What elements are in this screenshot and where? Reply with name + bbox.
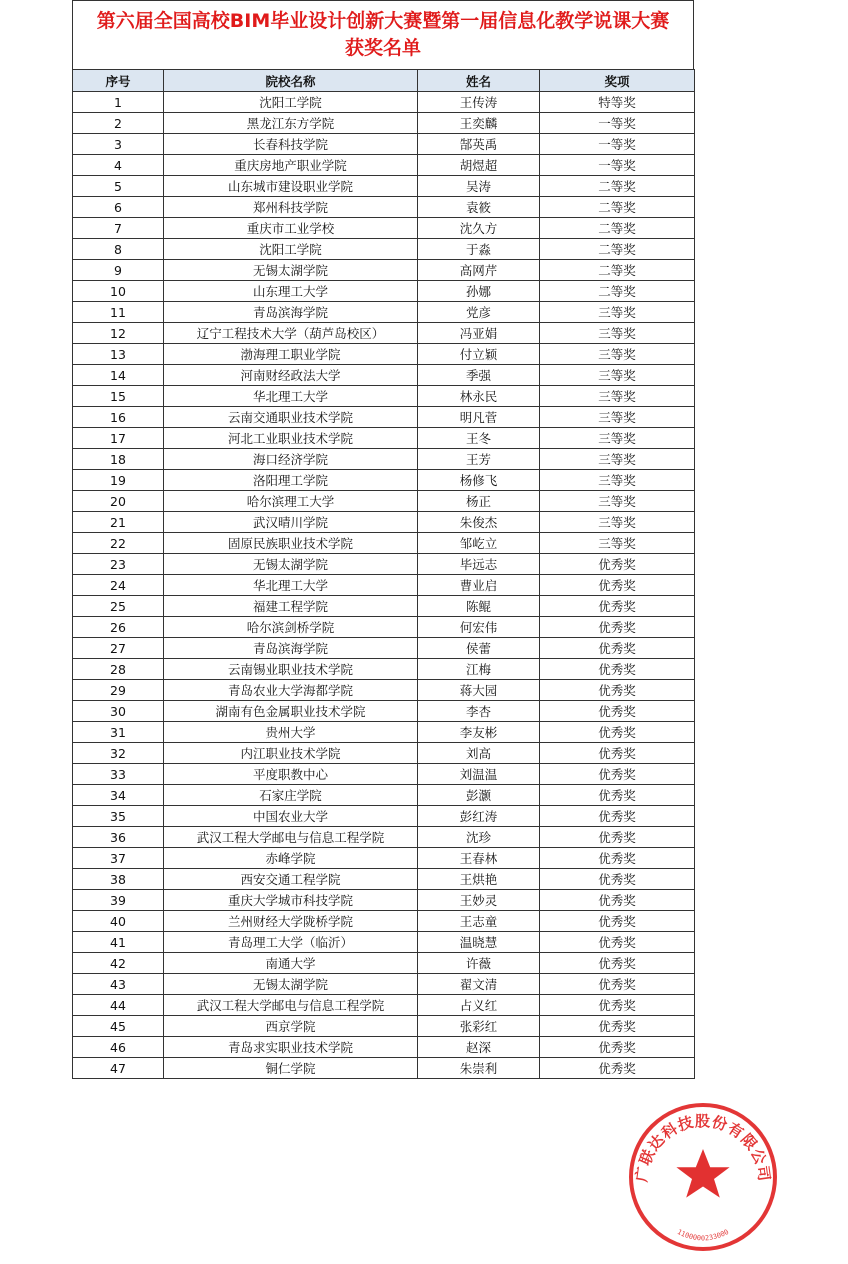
- cell-index: 13: [73, 344, 164, 365]
- cell-index: 20: [73, 491, 164, 512]
- cell-award: 一等奖: [540, 155, 695, 176]
- cell-index: 16: [73, 407, 164, 428]
- cell-school: 沈阳工学院: [164, 92, 418, 113]
- cell-name: 赵深: [418, 1037, 540, 1058]
- svg-text:1100000233000: [676, 1228, 730, 1242]
- cell-index: 3: [73, 134, 164, 155]
- cell-name: 王冬: [418, 428, 540, 449]
- cell-index: 42: [73, 953, 164, 974]
- cell-index: 31: [73, 722, 164, 743]
- cell-school: 哈尔滨剑桥学院: [164, 617, 418, 638]
- cell-index: 7: [73, 218, 164, 239]
- cell-name: 许薇: [418, 953, 540, 974]
- cell-award: 优秀奖: [540, 974, 695, 995]
- cell-index: 21: [73, 512, 164, 533]
- cell-index: 47: [73, 1058, 164, 1079]
- cell-school: 石家庄学院: [164, 785, 418, 806]
- cell-index: 15: [73, 386, 164, 407]
- cell-school: 无锡太湖学院: [164, 554, 418, 575]
- table-row: [73, 890, 695, 911]
- cell-index: 40: [73, 911, 164, 932]
- table-row: [73, 701, 695, 722]
- cell-name: 杨修飞: [418, 470, 540, 491]
- cell-index: 39: [73, 890, 164, 911]
- cell-index: 44: [73, 995, 164, 1016]
- cell-award: 优秀奖: [540, 806, 695, 827]
- cell-school: 华北理工大学: [164, 386, 418, 407]
- cell-index: 1: [73, 92, 164, 113]
- table-row: [73, 806, 695, 827]
- cell-index: 30: [73, 701, 164, 722]
- table-row: [73, 617, 695, 638]
- header-award: 奖项: [540, 70, 695, 92]
- header-index: 序号: [73, 70, 164, 92]
- table-row: [73, 386, 695, 407]
- cell-school: 重庆大学城市科技学院: [164, 890, 418, 911]
- cell-name: 胡煜超: [418, 155, 540, 176]
- cell-name: 刘温温: [418, 764, 540, 785]
- cell-index: 29: [73, 680, 164, 701]
- cell-award: 优秀奖: [540, 1016, 695, 1037]
- cell-school: 武汉晴川学院: [164, 512, 418, 533]
- award-sheet: [72, 0, 694, 1079]
- cell-school: 辽宁工程技术大学（葫芦岛校区）: [164, 323, 418, 344]
- seal-text: 广联达科技股份有限公司: [632, 1112, 774, 1184]
- table-row: [73, 281, 695, 302]
- cell-name: 孙娜: [418, 281, 540, 302]
- cell-award: 优秀奖: [540, 659, 695, 680]
- cell-index: 26: [73, 617, 164, 638]
- table-row: [73, 344, 695, 365]
- cell-school: 赤峰学院: [164, 848, 418, 869]
- cell-award: 优秀奖: [540, 890, 695, 911]
- cell-award: 优秀奖: [540, 554, 695, 575]
- cell-index: 34: [73, 785, 164, 806]
- cell-name: 彭红涛: [418, 806, 540, 827]
- table-row: [73, 302, 695, 323]
- table-row: [73, 92, 695, 113]
- cell-index: 2: [73, 113, 164, 134]
- cell-name: 占义红: [418, 995, 540, 1016]
- cell-school: 渤海理工职业学院: [164, 344, 418, 365]
- table-row: [73, 428, 695, 449]
- cell-school: 中国农业大学: [164, 806, 418, 827]
- title-line-1: 第六届全国高校BIM毕业设计创新大赛暨第一届信息化教学说课大赛: [96, 10, 670, 32]
- cell-school: 青岛滨海学院: [164, 302, 418, 323]
- table-row: [73, 575, 695, 596]
- cell-name: 郜英禹: [418, 134, 540, 155]
- cell-award: 三等奖: [540, 344, 695, 365]
- cell-index: 8: [73, 239, 164, 260]
- cell-award: 优秀奖: [540, 932, 695, 953]
- cell-school: 内江职业技术学院: [164, 743, 418, 764]
- cell-award: 三等奖: [540, 302, 695, 323]
- cell-award: 一等奖: [540, 134, 695, 155]
- table-body: [73, 92, 695, 1079]
- cell-award: 三等奖: [540, 323, 695, 344]
- cell-name: 林永民: [418, 386, 540, 407]
- table-row: [73, 1016, 695, 1037]
- cell-school: 西京学院: [164, 1016, 418, 1037]
- cell-award: 三等奖: [540, 449, 695, 470]
- cell-award: 优秀奖: [540, 617, 695, 638]
- cell-name: 沈珍: [418, 827, 540, 848]
- table-row: [73, 113, 695, 134]
- cell-award: 三等奖: [540, 428, 695, 449]
- table-row: [73, 197, 695, 218]
- cell-award: 优秀奖: [540, 785, 695, 806]
- cell-name: 王芳: [418, 449, 540, 470]
- cell-index: 46: [73, 1037, 164, 1058]
- cell-school: 长春科技学院: [164, 134, 418, 155]
- cell-award: 二等奖: [540, 260, 695, 281]
- cell-name: 朱崇利: [418, 1058, 540, 1079]
- cell-award: 二等奖: [540, 197, 695, 218]
- cell-school: 重庆市工业学校: [164, 218, 418, 239]
- cell-school: 无锡太湖学院: [164, 974, 418, 995]
- cell-name: 王志童: [418, 911, 540, 932]
- cell-name: 曹业启: [418, 575, 540, 596]
- table-row: [73, 953, 695, 974]
- table-row: [73, 176, 695, 197]
- table-row: [73, 470, 695, 491]
- table-row: [73, 134, 695, 155]
- table-row: [73, 365, 695, 386]
- table-row: [73, 239, 695, 260]
- table-row: [73, 260, 695, 281]
- cell-index: 45: [73, 1016, 164, 1037]
- cell-name: 季强: [418, 365, 540, 386]
- cell-award: 优秀奖: [540, 827, 695, 848]
- table-row: [73, 932, 695, 953]
- cell-award: 优秀奖: [540, 869, 695, 890]
- table-row: [73, 554, 695, 575]
- cell-school: 兰州财经大学陇桥学院: [164, 911, 418, 932]
- cell-index: 5: [73, 176, 164, 197]
- cell-school: 湖南有色金属职业技术学院: [164, 701, 418, 722]
- cell-school: 河北工业职业技术学院: [164, 428, 418, 449]
- cell-school: 武汉工程大学邮电与信息工程学院: [164, 995, 418, 1016]
- table-row: [73, 407, 695, 428]
- cell-award: 优秀奖: [540, 1058, 695, 1079]
- seal-number: 1100000233000: [675, 1227, 731, 1243]
- cell-school: 青岛滨海学院: [164, 638, 418, 659]
- cell-award: 三等奖: [540, 365, 695, 386]
- cell-school: 平度职教中心: [164, 764, 418, 785]
- cell-school: 无锡太湖学院: [164, 260, 418, 281]
- cell-school: 青岛农业大学海都学院: [164, 680, 418, 701]
- award-table: [72, 69, 695, 1079]
- cell-school: 南通大学: [164, 953, 418, 974]
- table-row: [73, 218, 695, 239]
- table-row: [73, 1037, 695, 1058]
- cell-index: 43: [73, 974, 164, 995]
- cell-name: 冯亚娟: [418, 323, 540, 344]
- cell-index: 10: [73, 281, 164, 302]
- cell-index: 19: [73, 470, 164, 491]
- cell-school: 沈阳工学院: [164, 239, 418, 260]
- cell-school: 贵州大学: [164, 722, 418, 743]
- cell-award: 优秀奖: [540, 638, 695, 659]
- cell-name: 温晓慧: [418, 932, 540, 953]
- cell-award: 优秀奖: [540, 995, 695, 1016]
- cell-name: 毕远志: [418, 554, 540, 575]
- cell-school: 青岛求实职业技术学院: [164, 1037, 418, 1058]
- cell-index: 32: [73, 743, 164, 764]
- cell-name: 于淼: [418, 239, 540, 260]
- cell-index: 17: [73, 428, 164, 449]
- table-row: [73, 827, 695, 848]
- cell-award: 二等奖: [540, 239, 695, 260]
- cell-index: 37: [73, 848, 164, 869]
- cell-index: 38: [73, 869, 164, 890]
- cell-award: 二等奖: [540, 218, 695, 239]
- table-row: [73, 491, 695, 512]
- cell-school: 重庆房地产职业学院: [164, 155, 418, 176]
- cell-index: 22: [73, 533, 164, 554]
- cell-index: 36: [73, 827, 164, 848]
- cell-index: 11: [73, 302, 164, 323]
- cell-name: 袁筱: [418, 197, 540, 218]
- document-title: [72, 0, 694, 69]
- cell-index: 25: [73, 596, 164, 617]
- cell-award: 优秀奖: [540, 722, 695, 743]
- table-row: [73, 659, 695, 680]
- cell-award: 三等奖: [540, 407, 695, 428]
- cell-name: 杨正: [418, 491, 540, 512]
- cell-index: 24: [73, 575, 164, 596]
- cell-index: 28: [73, 659, 164, 680]
- table-row: [73, 533, 695, 554]
- cell-index: 4: [73, 155, 164, 176]
- table-header-row: [73, 70, 695, 92]
- cell-index: 6: [73, 197, 164, 218]
- cell-index: 27: [73, 638, 164, 659]
- cell-name: 江梅: [418, 659, 540, 680]
- cell-award: 三等奖: [540, 512, 695, 533]
- table-row: [73, 995, 695, 1016]
- cell-index: 41: [73, 932, 164, 953]
- cell-school: 海口经济学院: [164, 449, 418, 470]
- cell-name: 张彩红: [418, 1016, 540, 1037]
- cell-school: 青岛理工大学（临沂）: [164, 932, 418, 953]
- cell-award: 二等奖: [540, 281, 695, 302]
- cell-school: 山东理工大学: [164, 281, 418, 302]
- table-row: [73, 596, 695, 617]
- cell-name: 吴涛: [418, 176, 540, 197]
- table-row: [73, 449, 695, 470]
- table-row: [73, 680, 695, 701]
- table-row: [73, 722, 695, 743]
- cell-name: 蒋大园: [418, 680, 540, 701]
- cell-name: 陈鲲: [418, 596, 540, 617]
- cell-school: 固原民族职业技术学院: [164, 533, 418, 554]
- cell-school: 云南交通职业技术学院: [164, 407, 418, 428]
- cell-name: 沈久方: [418, 218, 540, 239]
- cell-name: 邹屹立: [418, 533, 540, 554]
- cell-name: 李友彬: [418, 722, 540, 743]
- table-row: [73, 974, 695, 995]
- cell-name: 侯蕾: [418, 638, 540, 659]
- cell-award: 三等奖: [540, 470, 695, 491]
- cell-index: 9: [73, 260, 164, 281]
- cell-name: 王奕麟: [418, 113, 540, 134]
- cell-index: 12: [73, 323, 164, 344]
- cell-award: 特等奖: [540, 92, 695, 113]
- cell-index: 14: [73, 365, 164, 386]
- cell-name: 何宏伟: [418, 617, 540, 638]
- cell-school: 郑州科技学院: [164, 197, 418, 218]
- cell-school: 武汉工程大学邮电与信息工程学院: [164, 827, 418, 848]
- cell-name: 高网芹: [418, 260, 540, 281]
- cell-award: 优秀奖: [540, 911, 695, 932]
- company-seal: [627, 1101, 779, 1253]
- cell-award: 一等奖: [540, 113, 695, 134]
- cell-school: 福建工程学院: [164, 596, 418, 617]
- cell-index: 23: [73, 554, 164, 575]
- cell-school: 西安交通工程学院: [164, 869, 418, 890]
- cell-school: 洛阳理工学院: [164, 470, 418, 491]
- cell-award: 二等奖: [540, 176, 695, 197]
- cell-name: 彭灏: [418, 785, 540, 806]
- cell-school: 哈尔滨理工大学: [164, 491, 418, 512]
- table-row: [73, 638, 695, 659]
- cell-school: 云南锡业职业技术学院: [164, 659, 418, 680]
- cell-school: 河南财经政法大学: [164, 365, 418, 386]
- cell-award: 优秀奖: [540, 680, 695, 701]
- table-row: [73, 743, 695, 764]
- star-icon: [676, 1149, 729, 1198]
- cell-name: 刘高: [418, 743, 540, 764]
- cell-award: 优秀奖: [540, 575, 695, 596]
- cell-award: 优秀奖: [540, 953, 695, 974]
- cell-name: 王传涛: [418, 92, 540, 113]
- table-row: [73, 764, 695, 785]
- table-row: [73, 323, 695, 344]
- table-row: [73, 848, 695, 869]
- cell-award: 优秀奖: [540, 764, 695, 785]
- table-row: [73, 512, 695, 533]
- table-row: [73, 911, 695, 932]
- cell-school: 华北理工大学: [164, 575, 418, 596]
- cell-award: 优秀奖: [540, 701, 695, 722]
- table-row: [73, 869, 695, 890]
- cell-award: 优秀奖: [540, 848, 695, 869]
- cell-name: 付立颖: [418, 344, 540, 365]
- cell-award: 优秀奖: [540, 1037, 695, 1058]
- header-school: 院校名称: [164, 70, 418, 92]
- title-line-2: 获奖名单: [344, 37, 421, 59]
- cell-award: 优秀奖: [540, 596, 695, 617]
- table-row: [73, 155, 695, 176]
- cell-school: 铜仁学院: [164, 1058, 418, 1079]
- cell-name: 翟文清: [418, 974, 540, 995]
- cell-index: 35: [73, 806, 164, 827]
- cell-award: 优秀奖: [540, 743, 695, 764]
- cell-school: 黑龙江东方学院: [164, 113, 418, 134]
- cell-name: 王春林: [418, 848, 540, 869]
- cell-award: 三等奖: [540, 386, 695, 407]
- table-row: [73, 785, 695, 806]
- cell-award: 三等奖: [540, 491, 695, 512]
- cell-index: 18: [73, 449, 164, 470]
- cell-name: 王烘艳: [418, 869, 540, 890]
- cell-index: 33: [73, 764, 164, 785]
- cell-name: 李杏: [418, 701, 540, 722]
- cell-name: 朱俊杰: [418, 512, 540, 533]
- cell-school: 山东城市建设职业学院: [164, 176, 418, 197]
- cell-name: 明凡菅: [418, 407, 540, 428]
- header-name: 姓名: [418, 70, 540, 92]
- table-row: [73, 1058, 695, 1079]
- cell-name: 党彦: [418, 302, 540, 323]
- cell-name: 王妙灵: [418, 890, 540, 911]
- cell-award: 三等奖: [540, 533, 695, 554]
